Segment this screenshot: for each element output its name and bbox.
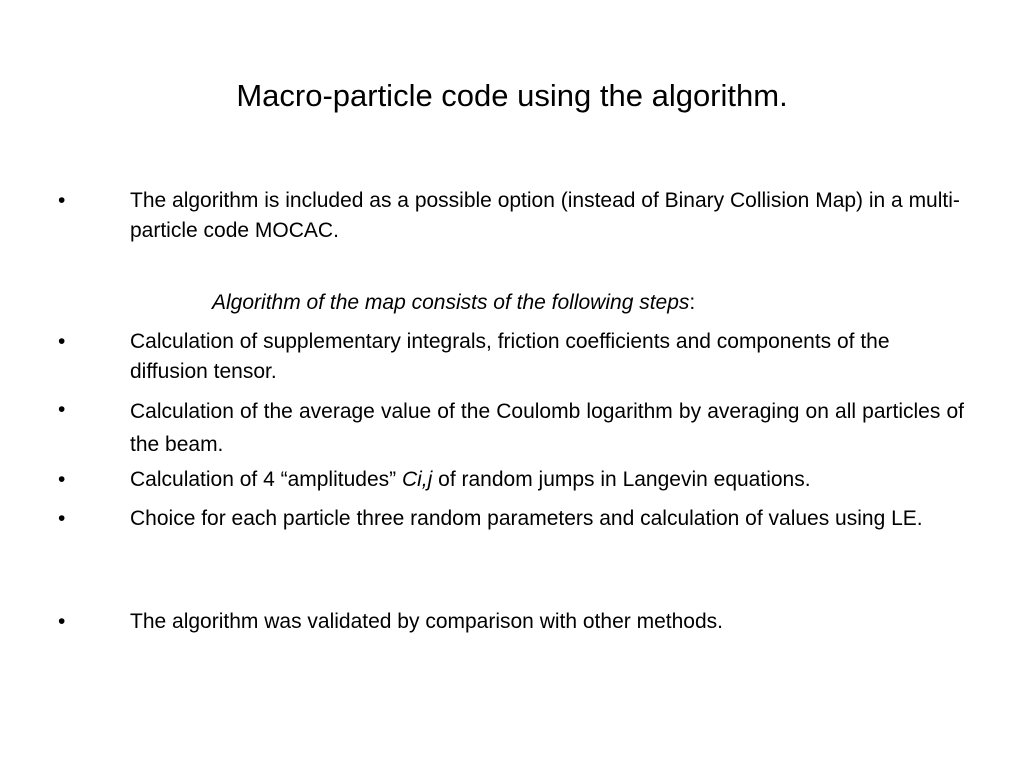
- bullet-item-conclusion: [0, 607, 1024, 637]
- bullet-text: Calculation of the average value of the Coulomb logarithm by averaging on all particles of the beam.: [130, 400, 964, 456]
- bullet-text: The algorithm was validated by comparison with other methods.: [130, 610, 723, 633]
- bullet-item-intro: [0, 186, 1024, 246]
- steps-subheading-suffix: :: [689, 291, 696, 314]
- bullet-text: [130, 465, 964, 495]
- bullet-marker: •: [58, 330, 66, 353]
- bullet-text: Calculation of supplementary integrals, friction coefficients and components of the diffusion tensor.: [130, 330, 890, 383]
- bullet-item-step-3: [0, 465, 1024, 495]
- bullet-item-step-1: [0, 327, 1024, 387]
- slide-title: Macro-particle code using the algorithm.: [236, 78, 788, 113]
- step3-text-before: Calculation of 4 “amplitudes”: [130, 468, 402, 491]
- bullet-text: Choice for each particle three random parameters and calculation of values using LE.: [130, 507, 923, 530]
- bullet-marker: •: [58, 610, 66, 633]
- bullet-marker: •: [58, 189, 66, 212]
- step3-italic-symbol: Ci,j: [401, 468, 433, 491]
- bullet-item-step-4: [0, 504, 1024, 564]
- bullet-text: The algorithm is included as a possible option (instead of Binary Collision Map) in a multi-particle code MOCAC.: [130, 189, 960, 242]
- steps-subheading-italic: Algorithm of the map consists of the following steps: [212, 291, 690, 314]
- step3-text-after: of random jumps in Langevin equations.: [432, 468, 811, 491]
- bullet-marker: •: [58, 398, 66, 421]
- steps-subheading: [212, 288, 695, 318]
- bullet-item-step-2: [0, 395, 1024, 461]
- bullet-marker: •: [58, 507, 66, 530]
- bullet-marker: •: [58, 468, 66, 491]
